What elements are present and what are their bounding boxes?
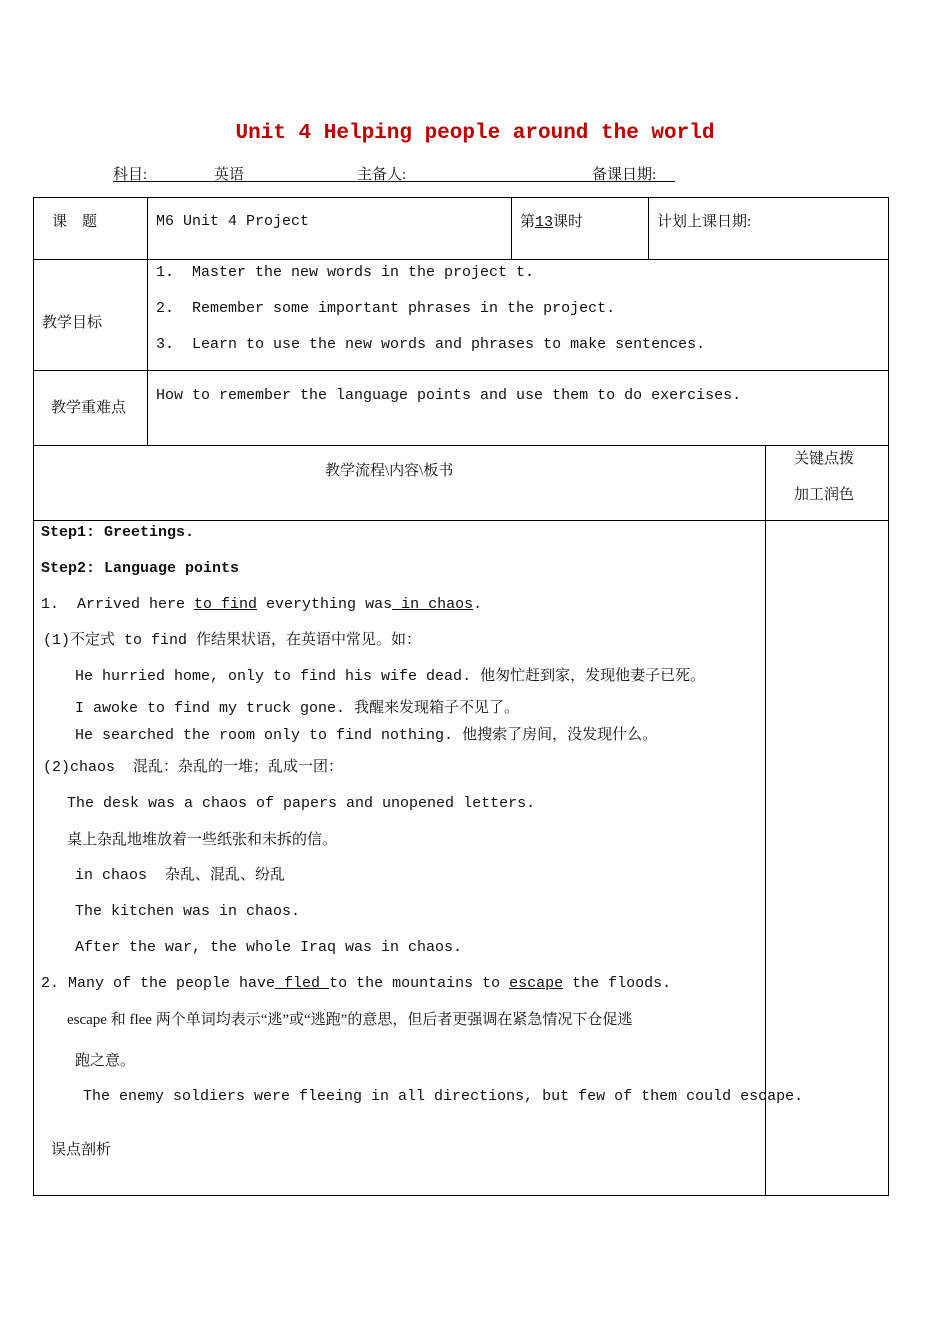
flow-header: 教学流程\内容\板书 (325, 463, 454, 479)
table-border-bottom (33, 1195, 889, 1196)
point-2-sentence (41, 974, 671, 994)
goal-item: 2. Remember some important phrases in the project. (156, 300, 616, 317)
point-1-text: everything was (257, 596, 393, 613)
point-2-phrase: fled (275, 975, 330, 992)
example: He searched the room only to find nothing. 他搜索了房间，没发现什么。 (75, 727, 658, 744)
key-header-line1: 关键点拨 (794, 451, 855, 467)
example: I awoke to find my truck gone. 我醒来发现箱子不见了。 (75, 700, 520, 717)
point-2-text: to the mountains to (329, 975, 510, 992)
table-divider (33, 520, 889, 521)
table-divider (33, 259, 889, 260)
table-divider (33, 445, 889, 446)
topic-value: M6 Unit 4 Project (156, 213, 310, 230)
difficulty-label: 教学重难点 (51, 400, 127, 416)
page-title: Unit 4 Helping people around the world (235, 122, 715, 145)
topic-label: 课 题 (52, 214, 98, 230)
table-border-top (33, 197, 889, 198)
period-number: 13 (535, 214, 554, 231)
point-1-sentence (41, 595, 482, 615)
period-divider (648, 197, 649, 260)
point-1-text: . (473, 596, 483, 613)
step1-heading: Step1: Greetings. (41, 524, 195, 541)
key-column-divider (765, 445, 766, 1196)
point-2-phrase: escape (509, 975, 564, 992)
step2-heading: Step2: Language points (41, 560, 240, 577)
point-2-text: the floods. (563, 975, 672, 992)
preparer-label: 主备人: (357, 167, 407, 183)
goals-label: 教学目标 (42, 315, 103, 331)
topic-divider (511, 197, 512, 260)
example: He hurried home, only to find his wife dead. 他匆忙赶到家，发现他妻子已死。 (75, 668, 706, 685)
subject-value: 英语 (214, 167, 245, 183)
plan-date-label: 计划上课日期: (657, 214, 752, 230)
difficulty-text: How to remember the language points and use them to do exercises. (156, 387, 742, 404)
note-3-continued: 跑之意。 (75, 1053, 136, 1069)
table-border-right (888, 197, 889, 1196)
table-border-left (33, 197, 34, 1196)
point-2-text: 2. Many of the people have (41, 975, 276, 992)
phrase: in chaos 杂乱、混乱、纷乱 (75, 867, 286, 884)
goal-item: 3. Learn to use the new words and phrases to make sentences. (156, 336, 706, 353)
example: The desk was a chaos of papers and unopened letters. (67, 795, 536, 812)
meta-underline (113, 181, 675, 182)
period-suffix: 课时 (553, 214, 584, 230)
point-1-text: 1. Arrived here (41, 596, 195, 613)
goal-item: 1. Master the new words in the project t. (156, 264, 535, 281)
subject-label: 科目: (113, 167, 148, 183)
note-1: (1)不定式 to find 作结果状语，在英语中常见。如： (43, 632, 422, 649)
point-1-phrase: to find (194, 596, 258, 613)
point-1-phrase: in chaos (392, 596, 474, 613)
note-3: escape 和 flee 两个单词均表示“逃”或“逃跑”的意思，但后者更强调在紧急情况下仓促逃 (67, 1012, 633, 1028)
example: The enemy soldiers were fleeing in all directions, but few of them could escape. (83, 1088, 804, 1105)
note-2: (2)chaos 混乱：杂乱的一堆；乱成一团： (43, 759, 344, 776)
key-header-line2: 加工润色 (794, 487, 855, 503)
period-prefix: 第 (520, 214, 536, 230)
date-label: 备课日期: (592, 167, 657, 183)
table-divider (33, 370, 889, 371)
errors-heading: 误点剖析 (51, 1142, 112, 1158)
example: After the war, the whole Iraq was in chaos. (75, 939, 463, 956)
period-cell (520, 212, 583, 233)
example: The kitchen was in chaos. (75, 903, 301, 920)
label-column-divider (147, 197, 148, 446)
example-translation: 桌上杂乱地堆放着一些纸张和未拆的信。 (67, 832, 338, 848)
